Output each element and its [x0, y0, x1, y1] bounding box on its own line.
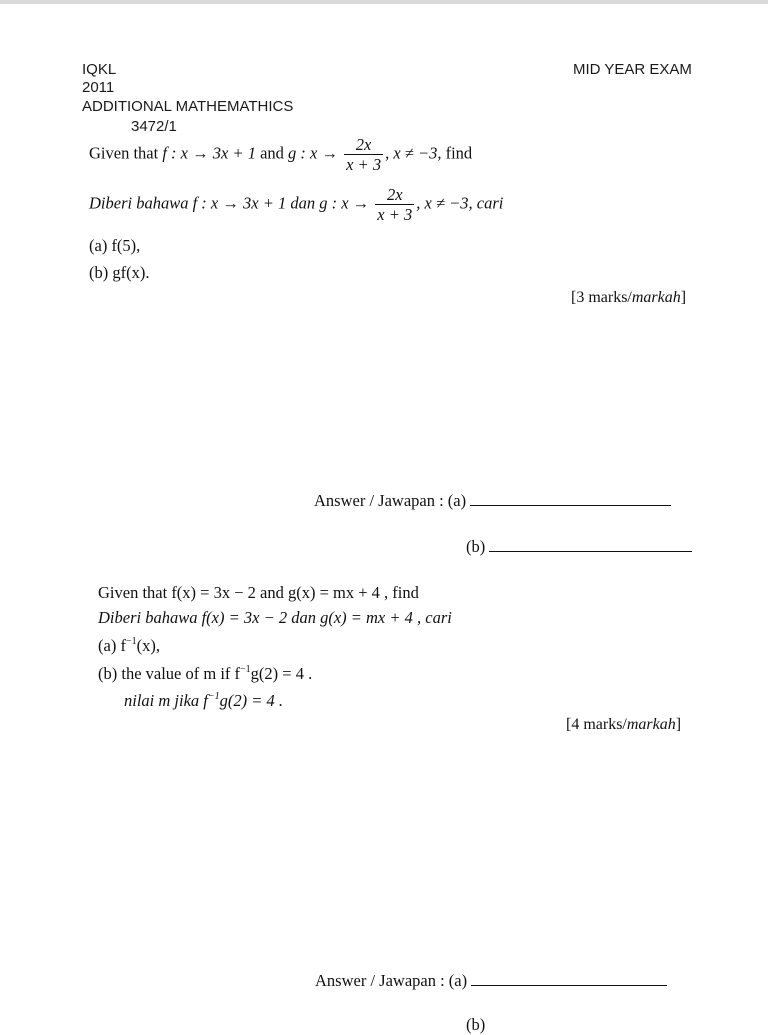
q1-and: and: [260, 143, 284, 163]
q1-part-b: (b) gf(x).: [89, 263, 150, 282]
q2-part-a: [98, 636, 160, 656]
q1-find-ms: cari: [476, 193, 504, 213]
q2-malay-line: Diberi bahawa f(x) = 3x − 2 dan g(x) = mx + 4 , cari: [98, 608, 452, 627]
q1-and-ms: dan: [290, 193, 316, 213]
q2-english-line: Given that f(x) = 3x − 2 and g(x) = mx + 4 , find: [98, 583, 419, 602]
part-a-arg: (x),: [136, 636, 160, 655]
q1-g-fraction-ms: [375, 186, 414, 224]
marks-word: markah: [626, 716, 676, 733]
fraction-denominator: x + 3: [377, 205, 413, 225]
q2-part-b: [98, 664, 312, 684]
inverse-superscript: −1: [240, 664, 251, 675]
paper-code: 3472/1: [131, 118, 177, 135]
marks-number: [4 marks/: [566, 716, 627, 733]
q1-f-definition: f : x → 3x + 1: [162, 143, 256, 163]
answer-line-b[interactable]: [489, 537, 692, 552]
marks-number: [3 marks/: [571, 289, 632, 306]
subject-title: ADDITIONAL MATHEMATHICS: [82, 98, 294, 115]
answer-line-a[interactable]: [471, 971, 667, 986]
part-b-arg: g(2) = 4 .: [250, 664, 313, 683]
q1-g-prefix: g : x →: [288, 143, 338, 163]
school-name: IQKL: [82, 61, 117, 78]
q1-answer-a: [314, 491, 671, 511]
q2-part-b-malay: [124, 691, 283, 711]
q1-find: find: [445, 143, 473, 163]
q1-intro: Given that: [89, 143, 159, 163]
q1-answer-b: [466, 537, 692, 557]
marks-close: ]: [675, 716, 682, 733]
exam-year: 2011: [82, 79, 115, 96]
q1-g-prefix-ms: g : x →: [319, 193, 370, 213]
exam-title: MID YEAR EXAM: [573, 61, 692, 78]
inverse-superscript: −1: [125, 636, 137, 647]
q1-condition-ms: , x ≠ −3,: [416, 193, 473, 213]
q1-marks: [571, 289, 686, 307]
part-a-text: (a) f: [98, 636, 126, 655]
q1-f-definition-ms: f : x → 3x + 1: [192, 193, 287, 213]
q2-answer-b: (b): [466, 1015, 486, 1034]
inverse-superscript: −1: [207, 691, 220, 702]
q2-answer-a: [315, 971, 667, 991]
answer-label: Answer / Jawapan : (a): [314, 491, 467, 510]
fraction-numerator: 2x: [355, 135, 372, 154]
part-b-ms-arg: g(2) = 4 .: [219, 691, 283, 710]
q1-malay-line: [89, 186, 503, 224]
part-b-ms-text: nilai m jika f: [124, 691, 208, 710]
answer-line-a[interactable]: [470, 491, 671, 506]
marks-close: ]: [680, 289, 687, 306]
fraction-denominator: x + 3: [346, 155, 382, 175]
fraction-numerator: 2x: [386, 185, 403, 204]
q1-english-line: [89, 136, 472, 174]
q1-part-a: (a) f(5),: [89, 236, 141, 255]
q2-marks: [566, 716, 681, 734]
answer-label: Answer / Jawapan : (a): [315, 971, 468, 990]
q1-condition: , x ≠ −3,: [385, 143, 442, 163]
part-b-text: (b) the value of m if f: [98, 664, 241, 683]
q1-g-fraction: [344, 136, 383, 174]
top-border: [0, 0, 768, 4]
marks-word: markah: [631, 289, 681, 306]
answer-label-b: (b): [466, 537, 486, 556]
q1-intro-ms: Diberi bahawa: [89, 193, 189, 213]
